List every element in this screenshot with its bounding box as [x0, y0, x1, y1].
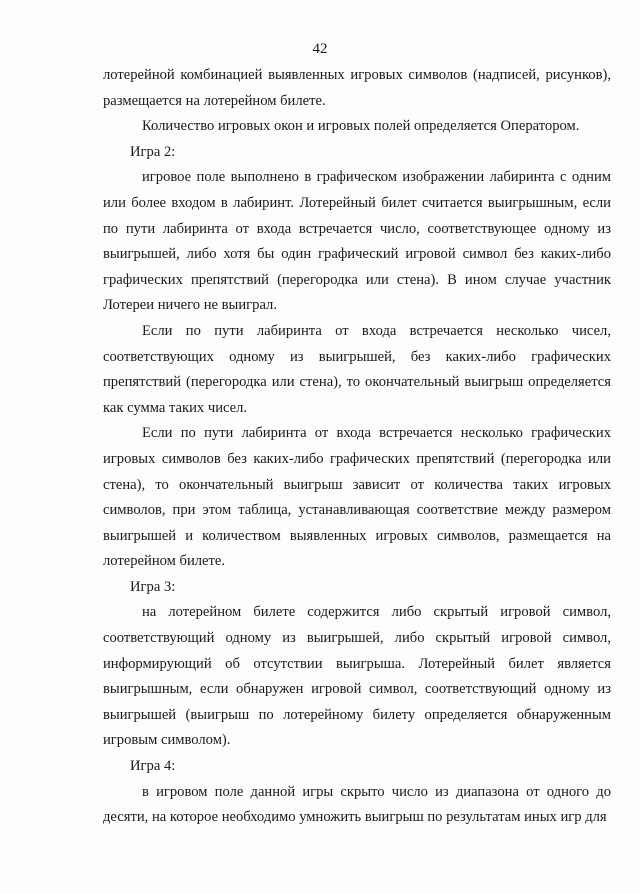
document-body — [103, 63, 611, 831]
paragraph-game-fields: Количество игровых окон и игровых полей определяется Оператором. — [142, 118, 580, 135]
heading-game-4: Игра 4: — [130, 758, 176, 775]
paragraph-game-4-rules: в игровом поле данной игры скрыто число из диапазона от одного до десяти, на которое необходимо умножить выигрыш по результатам иных игр для — [103, 783, 611, 826]
heading-game-2: Игра 2: — [130, 143, 176, 160]
page-number: 42 — [312, 41, 328, 57]
paragraph-game-2-numbers: Если по пути лабиринта от входа встречается несколько чисел, соответствующих одному из выигрышей, без каких-либо графических препятствий (перегородка или стена), то окончательный выигрыш определяется как сумма таких чисел. — [103, 322, 611, 416]
paragraph-game-2-symbols: Если по пути лабиринта от входа встречается несколько графических игровых символов без каких-либо графических препятствий (перегородка или стена), то окончательный выигрыш зависит от количества таких игровых символов, при этом таблица, устанавливающая соответствие между размером выигрышей и количеством выявленных игровых символов, размещается на лотерейном билете. — [103, 425, 611, 570]
heading-game-3: Игра 3: — [130, 578, 176, 595]
paragraph-game-3-rules: на лотерейном билете содержится либо скрытый игровой символ, соответствующий одному из выигрышей, либо скрытый игровой символ, информирующий об отсутствии выигрыша. Лотерейный билет является выигрышным, если обнаружен игровой символ, соответствующий одному из выигрышей (выигрыш по лотерейному билету определяется обнаруженным игровым символом). — [103, 604, 611, 749]
paragraph-continuation: лотерейной комбинацией выявленных игровых символов (надписей, рисунков), размещается на лотерейном билете. — [103, 67, 611, 109]
paragraph-game-2-rules: игровое поле выполнено в графическом изображении лабиринта с одним или более входом в лабиринт. Лотерейный билет считается выигрышным, если по пути лабиринта от входа встречается число, соответствующее одному из выигрышей, либо хотя бы один графический игровой символ без каких-либо графических препятствий (перегородка или стена). В ином случае участник Лотереи ничего не выиграл. — [103, 169, 611, 314]
